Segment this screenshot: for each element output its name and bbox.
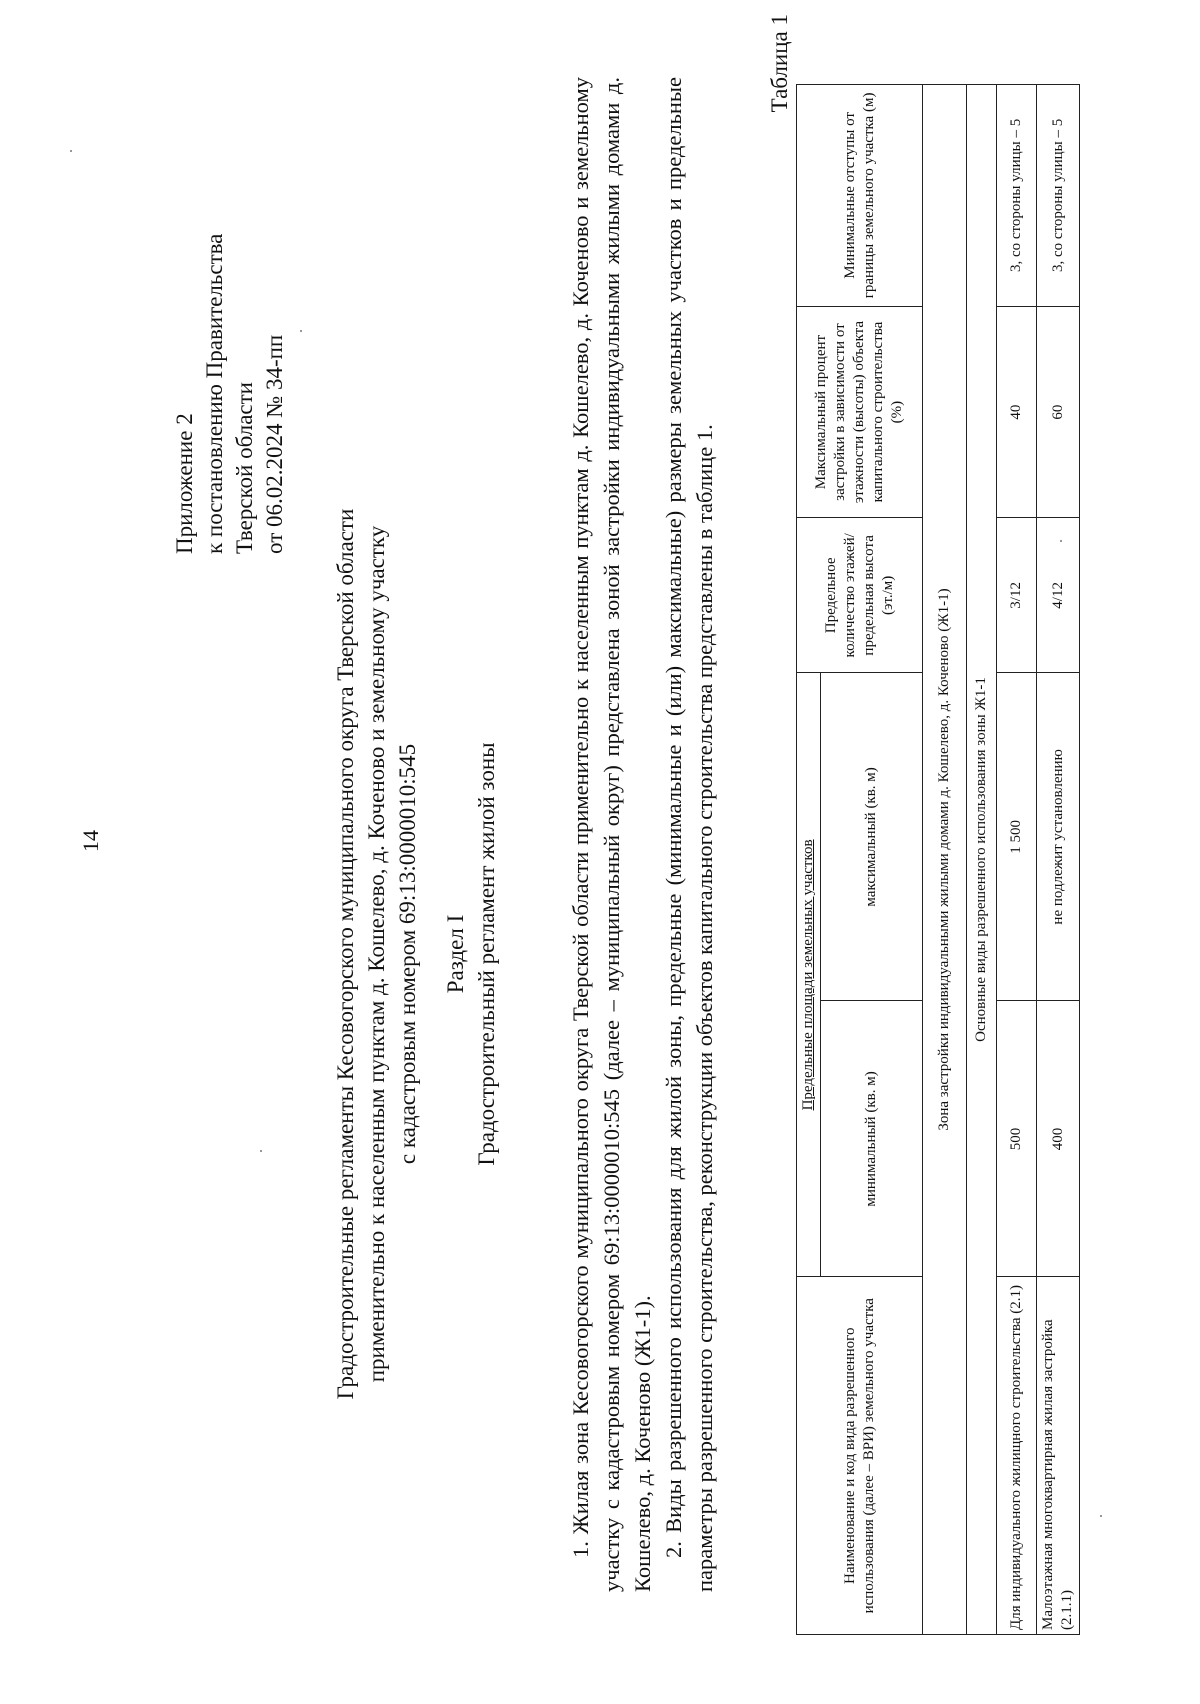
section-heading: Раздел I: [443, 914, 468, 994]
header-name: Наименование и код вида разрешенного использования (далее – ВРИ) земельного участка: [797, 1277, 923, 1635]
header-min-area: минимальный (кв. м): [821, 1001, 923, 1277]
cell-floors: 3/12: [997, 518, 1037, 673]
section-heading-block: [440, 504, 502, 1404]
title-line: с кадастровым номером 69:13:0000010:545: [395, 743, 420, 1165]
appendix-line: Тверской области: [232, 382, 257, 554]
document-title: [330, 304, 423, 1604]
main-types-row: Основные виды разрешенного использования зоны Ж1-1: [967, 85, 997, 1635]
cell-min-area: 400: [1037, 1001, 1080, 1277]
cell-max-percent: 60: [1037, 306, 1080, 518]
paragraph-2: 2. Виды разрешенного использования для жилой зоны, предельные (минимальные и (или) максимальные) размеры земельных участков и предельные параметры разрешенного строительства, реконструкции объектов капитального строительства представлены в таблице 1.: [661, 77, 717, 1592]
table-row: [1037, 85, 1080, 1635]
header-min-setback: Минимальные отступы от границы земельного участка (м): [797, 85, 923, 307]
title-line: применительно к населенным пунктам д. Кошелево, д. Коченово и земельному участку: [364, 525, 389, 1383]
cell-name: Малоэтажная многоквартирная жилая застройка (2.1.1): [1037, 1277, 1080, 1635]
table-row: [997, 85, 1037, 1635]
title-line: Градостроительные регламенты Кесовогорского муниципального округа Тверской области: [333, 508, 358, 1400]
appendix-line: к постановлению Правительства: [202, 233, 227, 554]
cell-max-area: 1 500: [997, 673, 1037, 1001]
body-text: [565, 77, 720, 1592]
cell-max-percent: 40: [997, 306, 1037, 518]
cell-name: Для индивидуального жилищного строительства (2.1): [997, 1277, 1037, 1635]
header-area-group: Предельные площади земельных участков: [797, 673, 821, 1277]
header-max-area: максимальный (кв. м): [821, 673, 923, 1001]
cell-setback: 3, со стороны улицы – 5: [997, 85, 1037, 307]
zone-row: Зона застройки индивидуальными жилыми домами д. Кошелево, д. Коченово (Ж1-1): [923, 85, 967, 1635]
cell-floors: 4/12: [1037, 518, 1080, 673]
cell-max-area: не подлежит установлению: [1037, 673, 1080, 1001]
appendix-line: от 06.02.2024 № 34-пп: [262, 334, 287, 554]
regulation-table: [796, 84, 1080, 1635]
page-number: 14: [78, 830, 103, 852]
cell-setback: 3, со стороны улицы – 5: [1037, 85, 1080, 307]
header-max-percent: Максимальный процент застройки в зависимости от этажности (высоты) объекта капитального строительства (%): [797, 306, 923, 518]
paragraph-1: 1. Жилая зона Кесовогорского муниципального округа Тверской области применительно к населенным пунктам д. Кошелево, д. Коченово и земельному участку с кадастровым номером 69:13:0000010:545 (далее – муниципальный округ) представлена зоной застройки индивидуальными жилыми домами д. Кошелево, д. Коченово (Ж1-1).: [568, 77, 655, 1592]
header-floors: Предельное количество этажей/ предельная высота (эт./м): [797, 518, 923, 673]
table-caption: Таблица 1: [767, 14, 792, 113]
appendix-block: [170, 34, 290, 554]
section-subheading: Градостроительный регламент жилой зоны: [474, 742, 499, 1166]
appendix-line: Приложение 2: [172, 413, 197, 554]
cell-min-area: 500: [997, 1001, 1037, 1277]
